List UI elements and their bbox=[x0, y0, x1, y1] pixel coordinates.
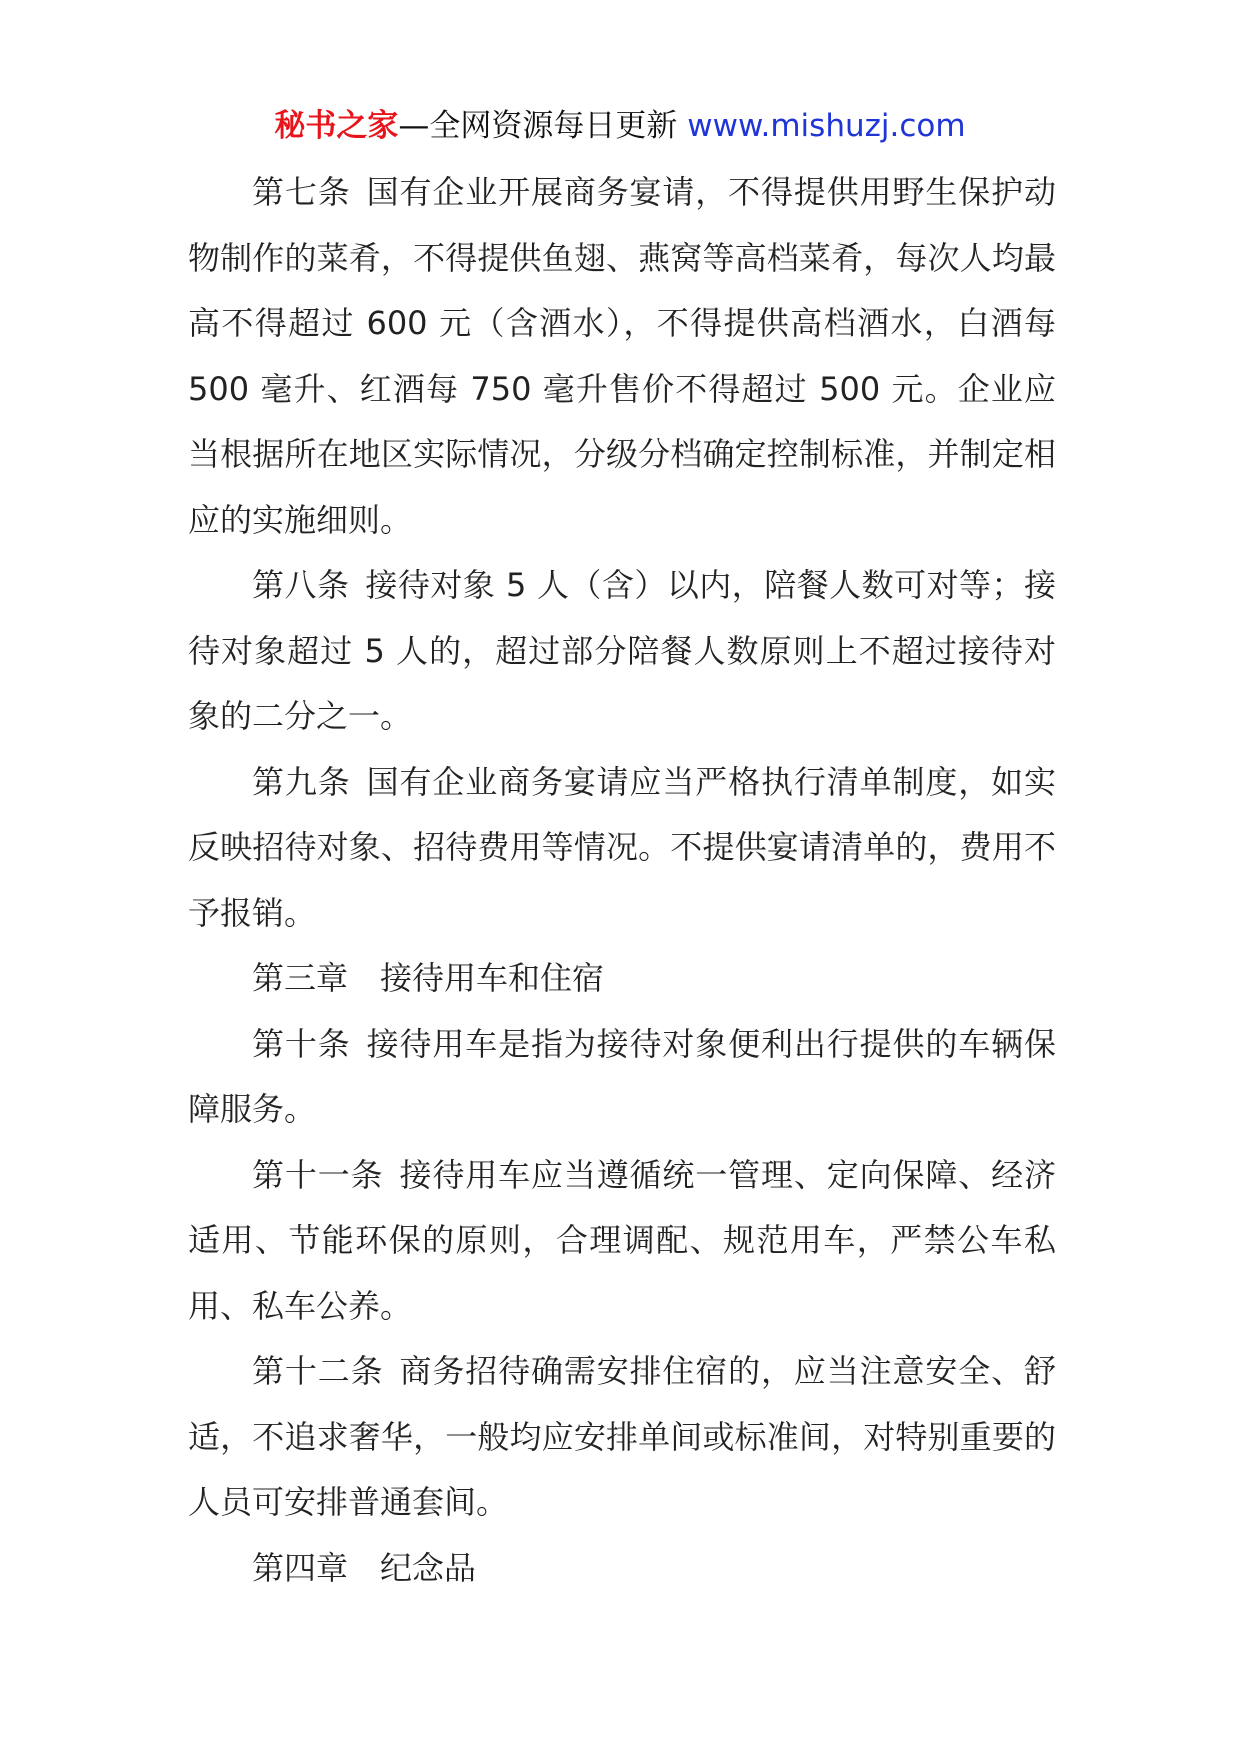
article-11 bbox=[188, 1143, 1056, 1340]
article-text: 国有企业商务宴请应当严格执行清单制度，如实反映招待对象、招待费用等情况。不提供宴请清单的，费用不予报销。 bbox=[188, 762, 1056, 932]
article-label: 第七条 bbox=[252, 173, 351, 211]
article-text: 国有企业开展商务宴请，不得提供用野生保护动物制作的菜肴，不得提供鱼翅、燕窝等高档菜肴，每次人均最高不得超过 600 元（含酒水），不得提供高档酒水，白酒每 500 毫升、红酒每 750 毫升售价不得超过 500 元。企业应当根据所在地区实际情况，分级分档确定控制标准，并制定相应的实施细则。 bbox=[188, 173, 1056, 539]
chapter-title: 接待用车和住宿 bbox=[380, 959, 605, 997]
article-8 bbox=[188, 553, 1056, 750]
article-10 bbox=[188, 1012, 1056, 1143]
site-brand: 秘书之家 bbox=[274, 108, 399, 144]
article-7 bbox=[188, 160, 1056, 553]
chapter-label: 第四章 bbox=[252, 1548, 349, 1587]
article-text: 接待对象 5 人（含）以内，陪餐人数可对等；接待对象超过 5 人的，超过部分陪餐人数原则上不超过接待对象的二分之一。 bbox=[188, 566, 1056, 735]
site-slogan: —全网资源每日更新 bbox=[398, 108, 678, 144]
article-text: 接待用车是指为接待对象便利出行提供的车辆保障服务。 bbox=[188, 1024, 1056, 1128]
article-text: 商务招待确需安排住宿的，应当注意安全、舒适，不追求奢华，一般均应安排单间或标准间，对特别重要的人员可安排普通套间。 bbox=[188, 1352, 1056, 1521]
article-12 bbox=[188, 1339, 1056, 1536]
article-label: 第十二条 bbox=[252, 1352, 384, 1390]
article-label: 第十条 bbox=[252, 1024, 351, 1063]
article-label: 第八条 bbox=[252, 566, 350, 604]
chapter-4-heading bbox=[188, 1536, 1056, 1602]
chapter-title: 纪念品 bbox=[380, 1548, 477, 1587]
article-9 bbox=[188, 750, 1056, 947]
site-url-link[interactable]: www.mishuzj.com bbox=[687, 108, 966, 144]
article-label: 第十一条 bbox=[252, 1155, 384, 1194]
document-body bbox=[188, 160, 1056, 1601]
article-text: 接待用车应当遵循统一管理、定向保障、经济适用、节能环保的原则，合理调配、规范用车，严禁公车私用、私车公养。 bbox=[188, 1155, 1056, 1325]
article-label: 第九条 bbox=[252, 762, 351, 801]
site-header bbox=[0, 104, 1240, 148]
chapter-3-heading bbox=[188, 946, 1056, 1012]
chapter-label: 第三章 bbox=[252, 959, 349, 997]
